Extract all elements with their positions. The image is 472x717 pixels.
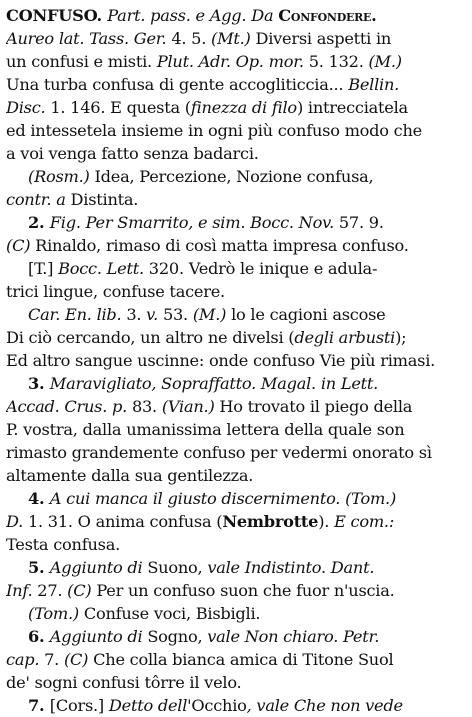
text-segment: 5. 132. — [308, 52, 369, 71]
text-segment: lo le cagioni ascose — [226, 305, 386, 324]
text-segment: Aureo lat. Tass. Ger. — [6, 29, 172, 48]
text-segment: (M.) — [368, 52, 402, 71]
text-segment: (C) — [63, 650, 89, 669]
text-line — [6, 625, 466, 648]
text-segment: P. vostra, dalla umanissima lettera della quale son — [6, 420, 405, 439]
text-line — [6, 234, 466, 257]
text-segment: Idea, Percezione, Nozione confusa, — [89, 167, 374, 186]
text-segment: 83. — [131, 397, 162, 416]
text-line — [6, 510, 466, 533]
text-line — [6, 579, 466, 602]
text-segment: rimasto grandemente confuso per vedermi onorato sì — [6, 443, 432, 462]
text-line — [6, 280, 466, 303]
text-line — [6, 418, 466, 441]
text-line — [6, 326, 466, 349]
text-segment: (Vian.) — [161, 397, 215, 416]
text-line — [6, 464, 466, 487]
text-line — [6, 188, 466, 211]
text-segment: v. — [146, 305, 159, 324]
text-line — [6, 211, 466, 234]
text-segment: a voi venga fatto senza badarci. — [6, 144, 259, 163]
text-segment: (Tom.) — [28, 604, 79, 623]
text-segment: 57. 9. — [338, 213, 384, 232]
text-line — [6, 441, 466, 464]
text-line — [6, 533, 466, 556]
text-segment: Accad. Crus. p. — [6, 397, 132, 416]
text-segment: Confuse voci, Bisbigli. — [78, 604, 261, 623]
text-segment: Aggiunto di — [49, 558, 143, 577]
text-segment: un confusi e misti. — [6, 52, 157, 71]
text-line — [6, 73, 466, 96]
text-segment: Una turba confusa di gente accogliticcia... — [6, 75, 349, 94]
text-segment: Che colla bianca amica di Titone Suol — [88, 650, 394, 669]
text-line — [6, 257, 466, 280]
text-line — [6, 50, 466, 73]
text-segment: D. — [6, 512, 28, 531]
text-line — [6, 395, 466, 418]
text-segment: vale Indistinto. Dant. — [207, 558, 375, 577]
text-segment: 3. — [28, 374, 50, 393]
text-line — [6, 27, 466, 50]
text-segment: (M.) — [192, 305, 227, 324]
text-segment: E com.: — [334, 512, 395, 531]
text-line — [6, 487, 466, 510]
text-segment: cap. — [6, 650, 45, 669]
text-segment: Per un confuso suon che fuor n'uscia. — [91, 581, 395, 600]
text-segment: Inf. — [6, 581, 38, 600]
text-segment: Detto dell' — [108, 696, 192, 715]
text-segment: [Cors.] — [49, 696, 109, 715]
text-segment: 1. 31. O anima confusa ( — [27, 512, 223, 531]
text-segment: Car. En. lib. — [28, 305, 127, 324]
text-segment: A cui manca il giusto discernimento. — [49, 489, 346, 508]
text-segment: Aggiunto di — [49, 627, 143, 646]
text-segment: Testa confusa. — [6, 535, 120, 554]
text-segment: Plut. Adr. Op. mor. — [156, 52, 309, 71]
text-line — [6, 96, 466, 119]
text-segment: 4. — [28, 489, 50, 508]
text-segment: 6. — [28, 627, 50, 646]
text-segment: [T.] — [28, 259, 59, 278]
text-line — [6, 303, 466, 326]
text-segment: Bellin. — [348, 75, 400, 94]
text-segment: , vale Che non vede — [246, 696, 403, 715]
text-line — [6, 372, 466, 395]
text-segment: Nembrotte — [222, 512, 319, 531]
text-line — [6, 349, 466, 372]
text-segment: Ho trovato il piego della — [214, 397, 413, 416]
text-segment: Ed altro sangue uscinne: onde confuso Vie più rimasi. — [6, 351, 436, 370]
text-segment: altamente dalla sua gentilezza. — [6, 466, 254, 485]
text-segment: 27. — [37, 581, 68, 600]
text-segment: 7. — [28, 696, 50, 715]
text-segment: 2. — [28, 213, 50, 232]
text-segment: contr. a — [6, 190, 66, 209]
text-segment: (Rosm.) — [28, 167, 90, 186]
text-line — [6, 671, 466, 694]
text-segment: ); — [395, 328, 407, 347]
text-segment: Part. pass. e Agg. Da — [107, 6, 279, 25]
text-segment: 5. — [28, 558, 50, 577]
text-segment: ed intessetela insieme in ogni più confuso modo che — [6, 121, 423, 140]
text-segment: ). — [318, 512, 335, 531]
text-segment: Occhio — [191, 696, 247, 715]
text-segment: (Mt.) — [211, 29, 251, 48]
text-segment: degli arbusti — [294, 328, 396, 347]
text-segment: finezza di filo — [190, 98, 297, 117]
text-segment: Sogno, — [142, 627, 208, 646]
text-segment: Confondere. — [278, 6, 377, 25]
text-segment: (C) — [6, 236, 31, 255]
text-segment: 320. Vedrò le inique e adula- — [148, 259, 378, 278]
text-line — [6, 602, 466, 625]
text-segment: Di ciò cercando, un altro ne divelsi ( — [6, 328, 295, 347]
text-segment: 53. — [158, 305, 193, 324]
text-segment: vale Non chiaro. Petr. — [207, 627, 380, 646]
text-segment: 1. 146. E questa ( — [50, 98, 191, 117]
text-segment: (Tom.) — [345, 489, 397, 508]
text-line — [6, 119, 466, 142]
text-segment: 7. — [44, 650, 64, 669]
text-line — [6, 4, 466, 27]
text-line — [6, 556, 466, 579]
text-segment: Bocc. Lett. — [58, 259, 149, 278]
text-segment: (C) — [67, 581, 92, 600]
text-line — [6, 142, 466, 165]
text-segment: trici lingue, confuse tacere. — [6, 282, 225, 301]
text-segment: Distinta. — [65, 190, 139, 209]
text-segment: Diversi aspetti in — [250, 29, 392, 48]
text-line — [6, 694, 466, 717]
text-segment: Fig. Per Smarrito, e sim. Bocc. Nov. — [49, 213, 339, 232]
text-segment: Rinaldo, rimaso di così matta impresa confuso. — [30, 236, 409, 255]
text-segment: Maravigliato, Sopraffatto. Magal. in Lett. — [49, 374, 379, 393]
text-segment: Suono, — [142, 558, 208, 577]
text-segment: de' sogni confusi tôrre il velo. — [6, 673, 242, 692]
text-segment: 3. — [126, 305, 147, 324]
text-segment: Disc. — [6, 98, 51, 117]
text-segment: ) intrecciatela — [296, 98, 408, 117]
text-line — [6, 648, 466, 671]
text-line — [6, 165, 466, 188]
text-segment: CONFUSO. — [6, 6, 108, 25]
text-segment: 4. 5. — [171, 29, 211, 48]
